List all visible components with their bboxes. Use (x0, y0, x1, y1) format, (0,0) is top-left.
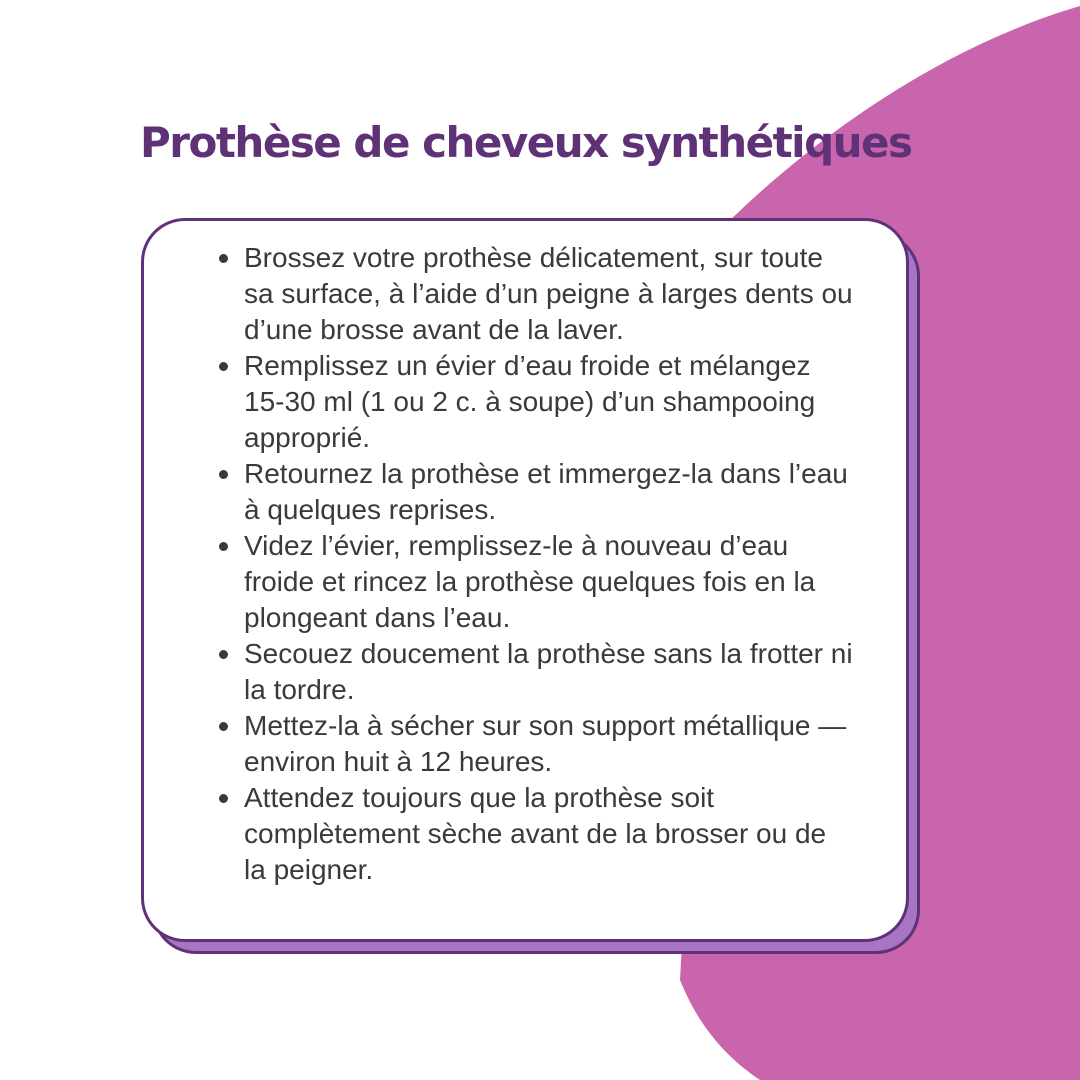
list-item-text: Videz l’évier, remplissez-le à nouveau d’eau froide et rincez la prothèse quelques fois en la plongeant dans l’eau. (244, 530, 816, 633)
list-item-text: Brossez votre prothèse délicatement, sur toute sa surface, à l’aide d’un peigne à larges dents ou d’une brosse avant de la laver. (244, 242, 853, 345)
list-item (215, 456, 855, 528)
bullet-icon (219, 362, 228, 371)
list-item (215, 636, 855, 708)
list-item (215, 780, 855, 888)
bullet-icon (219, 542, 228, 551)
bullet-icon (219, 794, 228, 803)
list-item-text: Retournez la prothèse et immergez-la dans l’eau à quelques reprises. (244, 458, 848, 525)
page-title: Prothèse de cheveux synthétiques (140, 118, 912, 167)
list-item-text: Attendez toujours que la prothèse soit complètement sèche avant de la brosser ou de la peigner. (244, 782, 827, 885)
instructions-list (215, 240, 855, 888)
bullet-icon (219, 722, 228, 731)
bullet-icon (219, 650, 228, 659)
list-item (215, 708, 855, 780)
list-item-text: Secouez doucement la prothèse sans la frotter ni la tordre. (244, 638, 853, 705)
list-item (215, 348, 855, 456)
list-item (215, 528, 855, 636)
list-item-text: Remplissez un évier d’eau froide et mélangez 15-30 ml (1 ou 2 c. à soupe) d’un shampooing approprié. (244, 350, 816, 453)
list-item (215, 240, 855, 348)
bullet-icon (219, 470, 228, 479)
list-item-text: Mettez-la à sécher sur son support métallique — environ huit à 12 heures. (244, 710, 847, 777)
bullet-icon (219, 254, 228, 263)
